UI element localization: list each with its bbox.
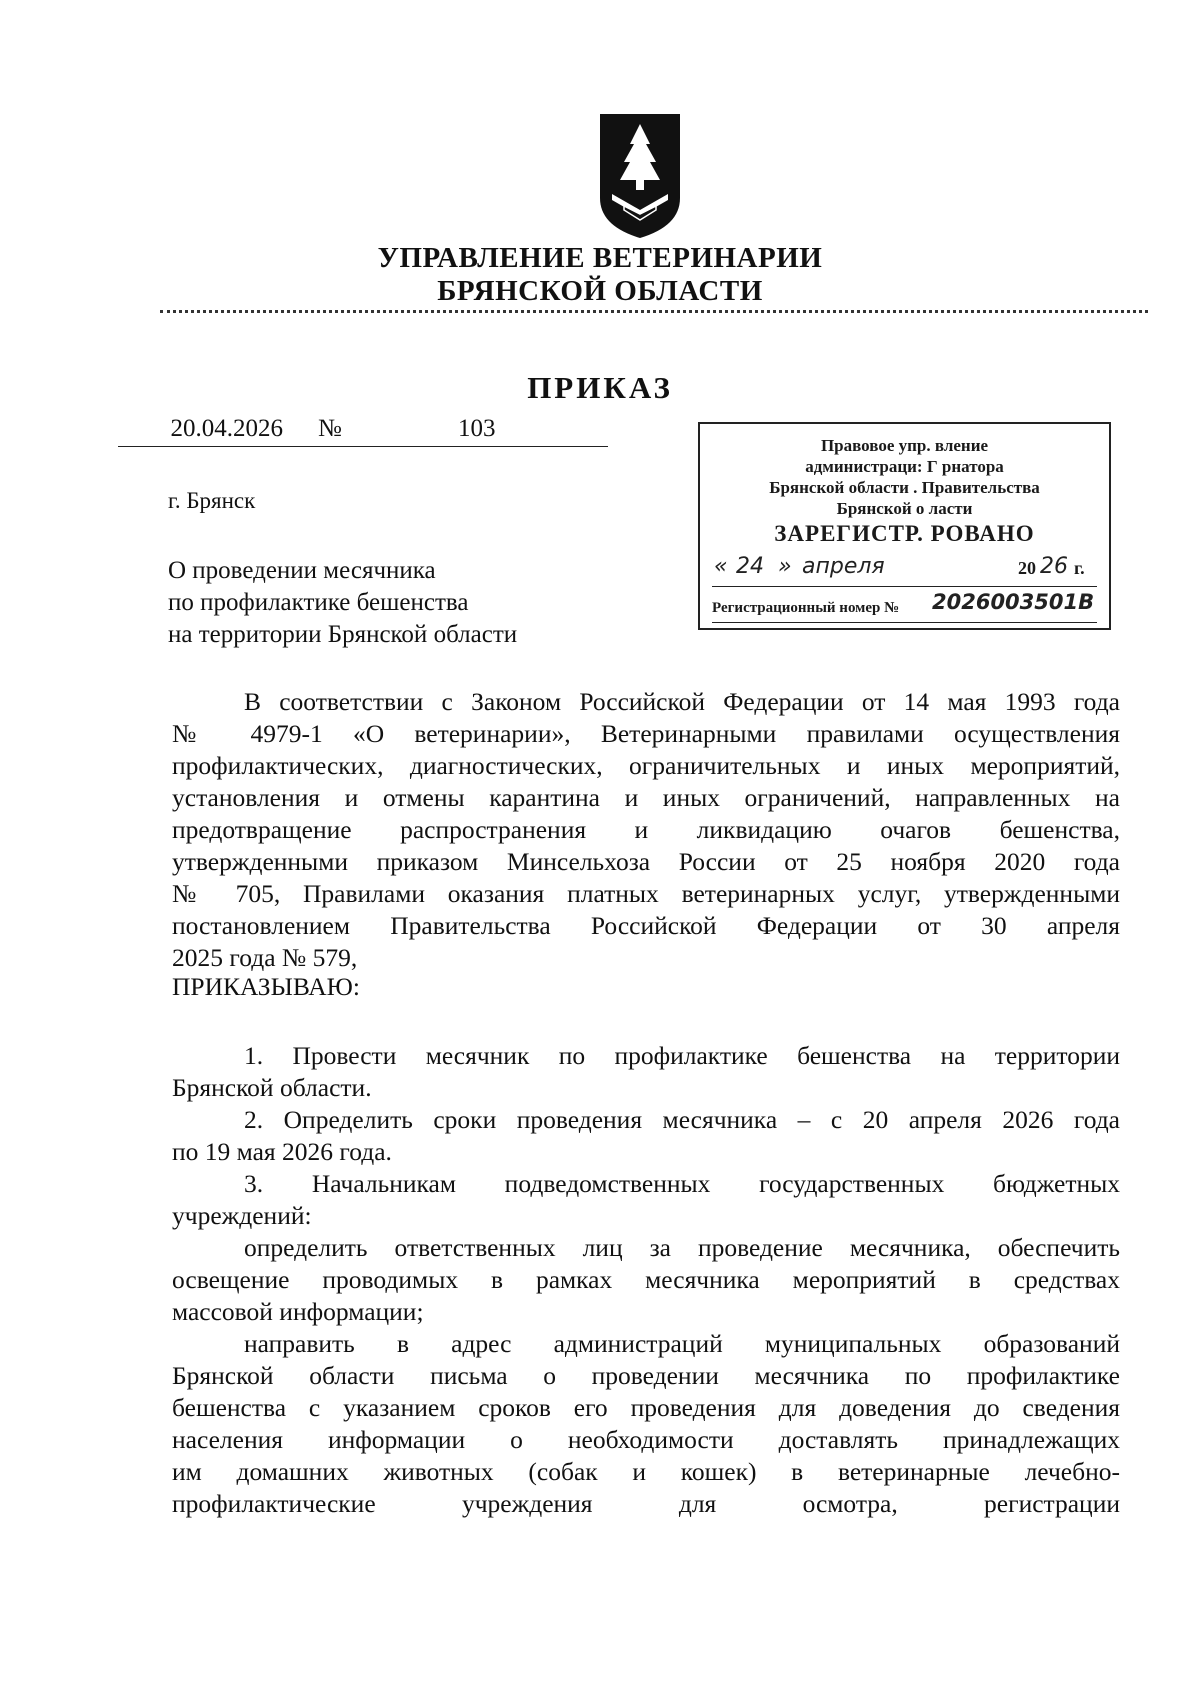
stamp-date-month: апреля	[802, 554, 885, 579]
stamp-line: Правовое упр. вление	[820, 436, 989, 455]
order-items	[172, 1040, 1120, 1520]
stamp-line: Брянской о ласти	[836, 499, 973, 518]
stamp-date-line	[712, 554, 1097, 587]
subitem-2-line: Брянской области письма о проведении месячника по профилактике	[172, 1361, 1120, 1390]
subitem-2-line: им домашних животных (собак и кошек) в ветеринарные лечебно-	[172, 1457, 1120, 1486]
stamp-date-day: 24	[736, 554, 764, 579]
stamp-reg-label: Регистрационный номер №	[712, 600, 900, 616]
document-date-number-line	[118, 415, 608, 447]
registration-stamp	[698, 422, 1111, 630]
stamp-date-year-suffix: г.	[1074, 558, 1085, 578]
subject-line: на территории Брянской области	[168, 621, 518, 648]
preamble-paragraph	[172, 686, 1120, 974]
stamp-line: Брянской области . Правительства	[769, 478, 1040, 497]
text-line: утвержденными приказом Минсельхоза России от 25 ноября 2020 года	[172, 847, 1120, 876]
header-divider	[160, 310, 1148, 313]
order-word: ПРИКАЗЫВАЮ:	[172, 972, 360, 1001]
document-subject	[168, 555, 517, 651]
organization-name-line1: УПРАВЛЕНИЕ ВЕТЕРИНАРИИ	[377, 242, 823, 274]
document-city: г. Брянск	[168, 488, 256, 513]
item-2-line: по 19 мая 2026 года.	[172, 1137, 392, 1166]
subitem-2-line: профилактические учреждения для осмотра, регистрации	[172, 1489, 1120, 1518]
text-line: установления и отмены карантина и иных ограничений, направленных на	[172, 783, 1120, 812]
item-3-line: 3. Начальникам подведомственных государственных бюджетных	[244, 1169, 1120, 1198]
subitem-2-line: бешенства с указанием сроков его проведения для доведения до сведения	[172, 1393, 1120, 1422]
item-1-line: Брянской области.	[172, 1073, 372, 1102]
stamp-registered-label: ЗАРЕГИСТР. РОВАНО	[774, 521, 1035, 546]
organization-name-line2: БРЯНСКОЙ ОБЛАСТИ	[437, 275, 763, 307]
stamp-date-quote: «	[714, 554, 728, 579]
subitem-1-line: определить ответственных лиц за проведение месячника, обеспечить	[244, 1233, 1120, 1262]
subject-line: О проведении месячника	[168, 557, 436, 584]
text-line: № 4979-1 «О ветеринарии», Ветеринарными правилами осуществления	[172, 719, 1120, 748]
text-line: В соответствии с Законом Российской Федерации от 14 мая 1993 года	[244, 687, 1120, 716]
item-3-line: учреждений:	[172, 1201, 312, 1230]
stamp-date-year: 26	[1040, 554, 1068, 579]
stamp-date-quote: »	[778, 554, 792, 579]
text-line: № 705, Правилами оказания платных ветеринарных услуг, утвержденными	[172, 879, 1120, 908]
stamp-line: администраци: Г рнатора	[805, 457, 1004, 476]
document-title: ПРИКАЗ	[527, 370, 673, 405]
text-line: 2025 года № 579,	[172, 943, 358, 972]
document-date: 20.04.2026	[170, 415, 283, 442]
item-2-line: 2. Определить сроки проведения месячника – с 20 апреля 2026 года	[244, 1105, 1120, 1134]
stamp-date-year-prefix: 20	[1018, 558, 1036, 578]
text-line: профилактических, диагностических, ограничительных и иных мероприятий,	[172, 751, 1120, 780]
item-1-line: 1. Провести месячник по профилактике бешенства на территории	[244, 1041, 1120, 1070]
subitem-2-line: направить в адрес администраций муниципальных образований	[244, 1329, 1120, 1358]
text-line: предотвращение распространения и ликвидацию очагов бешенства,	[172, 815, 1120, 844]
subject-line: по профилактике бешенства	[168, 589, 469, 616]
stamp-registration-number-line	[712, 590, 1097, 623]
stamp-reg-number: 2026003501В	[932, 590, 1095, 614]
text-line: постановлением Правительства Российской Федерации от 30 апреля	[172, 911, 1120, 940]
subitem-2-line: населения информации о необходимости доставлять принадлежащих	[172, 1425, 1120, 1454]
coat-of-arms-emblem	[594, 110, 686, 242]
subitem-1-line: освещение проводимых в рамках месячника мероприятий в средствах	[172, 1265, 1120, 1294]
subitem-1-line: массовой информации;	[172, 1297, 424, 1326]
document-number: 103	[458, 415, 496, 442]
number-sign: №	[318, 415, 342, 442]
